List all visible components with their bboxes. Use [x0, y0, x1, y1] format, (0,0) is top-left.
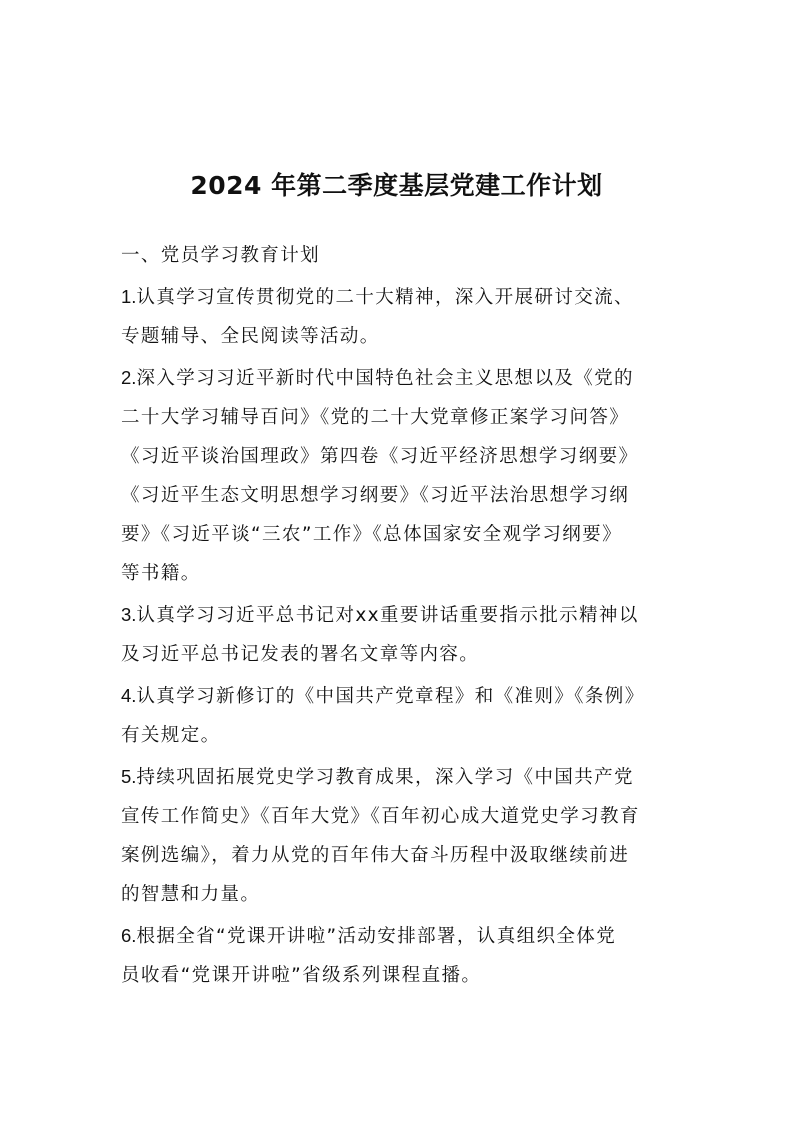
list-item-number: 3.	[121, 604, 137, 625]
document-title: 2024 年第二季度基层党建工作计划	[190, 171, 603, 200]
list-item-text: 持续巩固拓展党史学习教育成果，深入学习《中国共产党	[136, 767, 634, 788]
list-item-line: 要》《习近平谈“三农”工作》《总体国家安全观学习纲要》	[121, 524, 622, 545]
list-item-text: 深入学习习近平新时代中国特色社会主义思想以及《党的	[136, 368, 634, 389]
list-item-2	[121, 358, 677, 593]
list-item-number: 1.	[121, 286, 137, 307]
list-item-5	[121, 757, 677, 914]
list-item-number: 5.	[121, 766, 137, 787]
list-item-line: 员收看“党课开讲啦”省级系列课程直播。	[121, 965, 482, 986]
list-item-line	[121, 277, 677, 317]
list-item-number: 2.	[121, 367, 137, 388]
list-item-6	[121, 916, 677, 995]
list-item-line: 《习近平谈治国理政》第四卷《习近平经济思想学习纲要》	[121, 446, 639, 467]
list-item-line: 《习近平生态文明思想学习纲要》《习近平法治思想学习纲	[121, 485, 630, 506]
list-item-line: 有关规定。	[121, 725, 221, 746]
list-item-line: 及习近平总书记发表的署名文章等内容。	[121, 644, 480, 665]
list-item-line: 二十大学习辅导百问》《党的二十大党章修正案学习问答》	[121, 407, 630, 428]
list-item-line	[121, 757, 677, 797]
list-item-line	[121, 676, 677, 716]
list-item-line: 案例选编》，着力从党的百年伟大奋斗历程中汲取继续前进	[121, 845, 630, 866]
list-item-line: 宣传工作简史》《百年大党》《百年初心成大道党史学习教育	[121, 806, 640, 827]
list-item-number: 4.	[121, 685, 137, 706]
list-item-text: 认真学习宣传贯彻党的二十大精神，深入开展研讨交流、	[136, 287, 634, 308]
list-item-text: 根据全省“党课开讲啦”活动安排部署，认真组织全体党	[136, 926, 617, 947]
document-body	[121, 236, 677, 997]
list-item-text: 认真学习新修订的《中国共产党章程》和《准则》《条例》	[136, 686, 645, 707]
list-item-line	[121, 595, 677, 635]
list-item-3	[121, 595, 677, 674]
list-item-line: 的智慧和力量。	[121, 884, 261, 905]
list-item-line: 专题辅导、全民阅读等活动。	[121, 326, 380, 347]
list-item-number: 6.	[121, 925, 137, 946]
list-item-text: 认真学习习近平总书记对xx重要讲话重要指示批示精神以	[136, 605, 639, 626]
list-item-line: 等书籍。	[121, 563, 201, 584]
list-item-line	[121, 358, 677, 398]
section-heading: 一、党员学习教育计划	[121, 245, 321, 266]
list-item-1	[121, 277, 677, 356]
list-item-4	[121, 676, 677, 755]
list-item-line	[121, 916, 677, 956]
